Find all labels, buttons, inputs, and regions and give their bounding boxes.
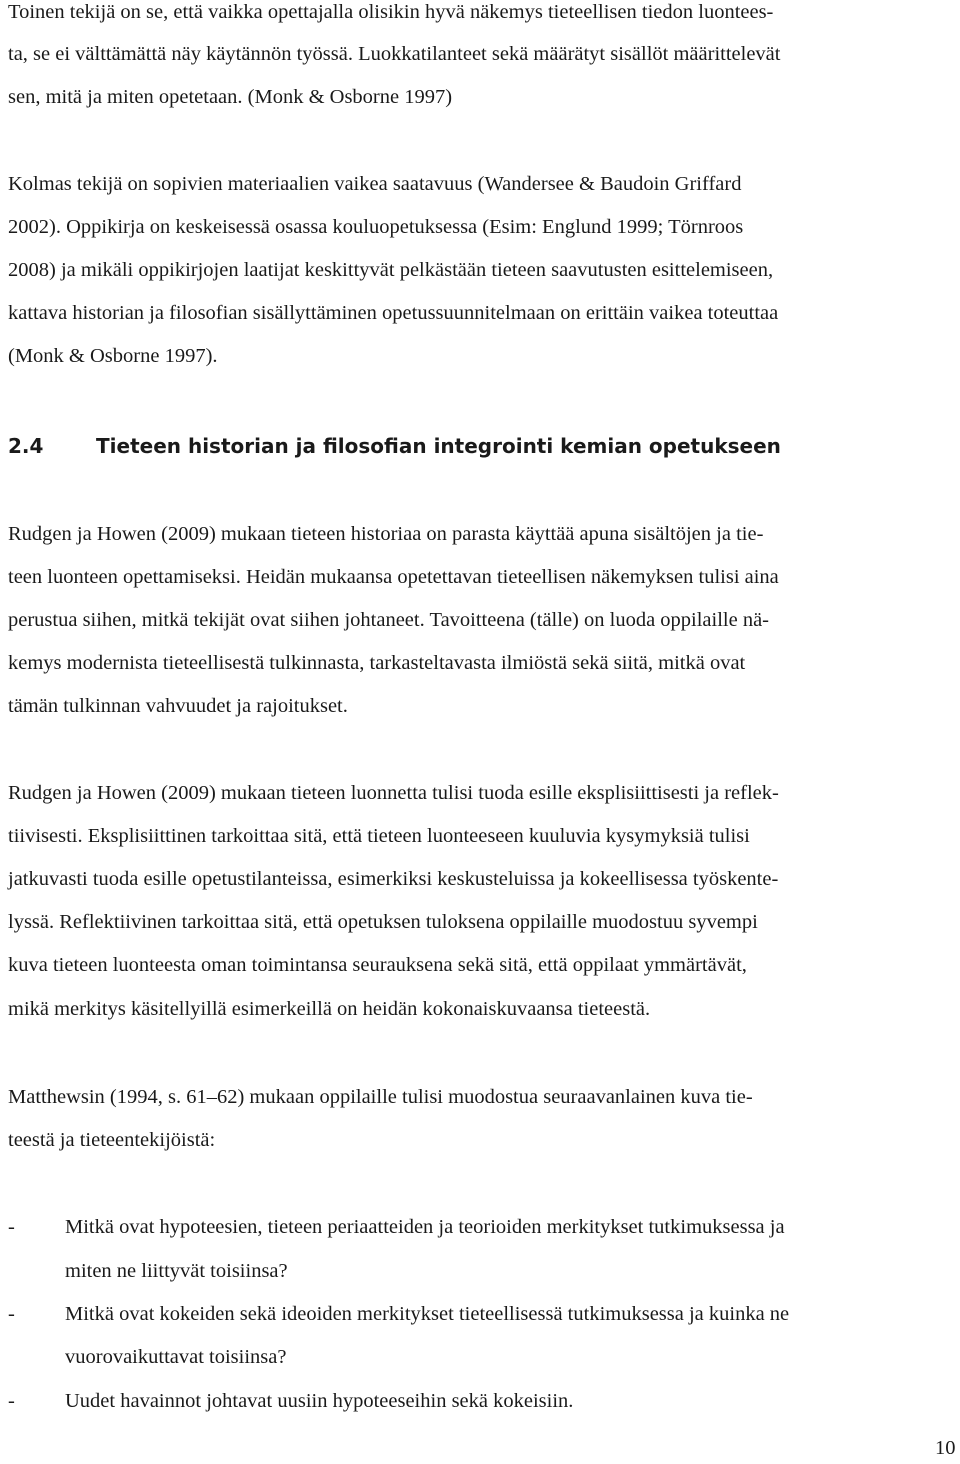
text-line: tiivisesti. Eksplisiittinen tarkoittaa sitä, että tieteen luonteeseen kuuluvia kysymyksiä tulisi — [8, 825, 750, 847]
text-line: jatkuvasti tuoda esille opetustilanteissa, esimerkiksi keskusteluissa ja kokeellisessa työskente- — [8, 868, 779, 890]
text-line: kuva tieteen luonteesta oman toimintansa seurauksena sekä sitä, että oppilaat ymmärtävät, — [8, 954, 747, 976]
text-line: Kolmas tekijä on sopivien materiaalien vaikea saatavuus (Wandersee & Baudoin Griffard — [8, 173, 742, 195]
text-line: kattava historian ja filosofian sisällyttäminen opetussuunnitelmaan on erittäin vaikea toteuttaa — [8, 302, 779, 324]
list-marker: - — [8, 1390, 15, 1412]
text-line: mikä merkitys käsitellyillä esimerkeillä on heidän kokonaiskuvaansa tieteestä. — [8, 998, 651, 1020]
text-line: ta, se ei välttämättä näy käytännön työssä. Luokkatilanteet sekä määrätyt sisällöt määrittelevät — [8, 43, 781, 65]
text-line: kemys modernista tieteellisestä tulkinnasta, tarkasteltavasta ilmiöstä sekä siitä, mitkä ovat — [8, 652, 746, 674]
list-item — [8, 1389, 573, 1413]
list-item-text: Mitkä ovat kokeiden sekä ideoiden merkitykset tieteellisessä tutkimuksessa ja kuinka ne — [65, 1303, 790, 1325]
text-line: teen luonteen opettamiseksi. Heidän mukaansa opetettavan tieteellisen näkemyksen tulisi aina — [8, 566, 779, 588]
text-line: lyssä. Reflektiivinen tarkoittaa sitä, että opetuksen tuloksena oppilaille muodostuu syvempi — [8, 911, 758, 933]
section-heading — [8, 432, 781, 460]
text-line: Matthewsin (1994, s. 61–62) mukaan oppilaille tulisi muodostua seuraavanlainen kuva tie- — [8, 1086, 753, 1108]
list-item — [8, 1302, 789, 1326]
text-line: (Monk & Osborne 1997). — [8, 345, 218, 367]
text-line: tämän tulkinnan vahvuudet ja rajoitukset. — [8, 695, 348, 717]
list-item-text: Mitkä ovat hypoteesien, tieteen periaatteiden ja teorioiden merkitykset tutkimuksessa ja — [65, 1216, 785, 1238]
list-item-continuation: miten ne liittyvät toisiinsa? — [65, 1260, 288, 1282]
text-line: teestä ja tieteentekijöistä: — [8, 1129, 216, 1151]
list-item-text: Uudet havainnot johtavat uusiin hypoteeseihin sekä kokeisiin. — [65, 1390, 574, 1412]
text-line: sen, mitä ja miten opetetaan. (Monk & Osborne 1997) — [8, 86, 453, 108]
list-item — [8, 1215, 785, 1239]
page-number: 10 — [935, 1437, 956, 1459]
text-line: perustua siihen, mitkä tekijät ovat siihen johtaneet. Tavoitteena (tälle) on luoda oppilaille nä- — [8, 609, 770, 631]
section-number: 2.4 — [8, 434, 44, 458]
list-marker: - — [8, 1303, 15, 1325]
list-marker: - — [8, 1216, 15, 1238]
text-line: Rudgen ja Howen (2009) mukaan tieteen luonnetta tulisi tuoda esille eksplisiittisesti ja reflek- — [8, 782, 779, 804]
text-line: Rudgen ja Howen (2009) mukaan tieteen historiaa on parasta käyttää apuna sisältöjen ja tie- — [8, 523, 764, 545]
text-line: 2008) ja mikäli oppikirjojen laatijat keskittyvät pelkästään tieteen saavutusten esittelemiseen, — [8, 259, 774, 281]
text-line: Toinen tekijä on se, että vaikka opettajalla olisikin hyvä näkemys tieteellisen tiedon luontees- — [8, 1, 774, 23]
section-title: Tieteen historian ja filosofian integrointi kemian opetukseen — [96, 434, 781, 458]
text-line: 2002). Oppikirja on keskeisessä osassa kouluopetuksessa (Esim: Englund 1999; Törnroos — [8, 216, 744, 238]
list-item-continuation: vuorovaikuttavat toisiinsa? — [65, 1346, 287, 1368]
